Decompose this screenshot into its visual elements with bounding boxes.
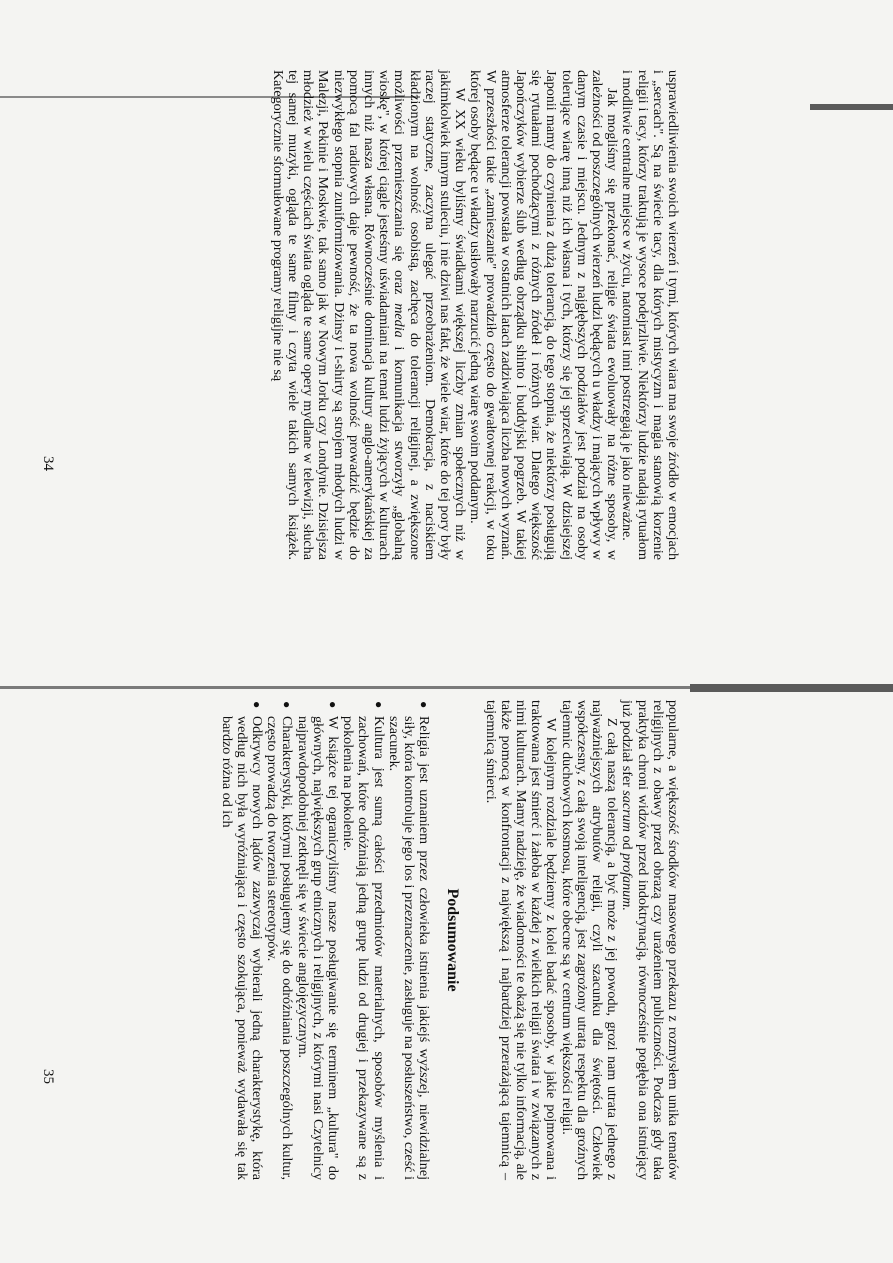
summary-list xyxy=(218,700,431,1180)
paragraph xyxy=(270,70,468,560)
list-item-text: Charakterystyki, którymi posługujemy się do odróżniania poszczególnych kultur, często prowadzą do tworzenia stereotypów. xyxy=(264,716,296,1180)
list-item xyxy=(340,700,386,1180)
bullet-icon: ● xyxy=(249,701,264,709)
paragraph: usprawiedliwienia swoich wierzeń i tymi, których wiara ma swoje źródło w emocjach i „sercach". Są na świecie tacy, dla których mistycyzm i magia stanowią korzenie religii i tacy, którzy traktują je wysoce podejrzliwie. Niektórzy ludzie nadają rytuałom i modlitwie centralne miejsce w życiu, natomiast inni postrzegają je jako nieważne. xyxy=(619,70,681,560)
list-item xyxy=(264,700,294,1180)
list-item xyxy=(386,700,432,1180)
paragraph: W kolejnym rozdziale będziemy z kolei badać sposoby, w jakie pojmowana i traktowana jest śmierć i żałoba w każdej z wielkich religii świata i w związanych z nimi kulturach. Mamy nadzieję, że wiadomości te okażą się nie tylko informacją, ale także pomocą w konfrontacji z największą i najbardziej przerażającą tajemnicą – tajemnicą śmierci. xyxy=(482,700,560,1180)
italic-term: sacrum xyxy=(619,790,636,832)
page-35 xyxy=(0,690,893,1263)
paragraph: Z całą naszą tolerancją, a być może z jej powodu, grozi nam utrata jednego z najważniejszych atrybutów religii, czyli szacunku dla świętości. Człowiek współczesny, z całą swoją inteligencją, jest zagrożony utratą respektu dla groźnych tajemnic duchowych kosmosu, które obecne są w centrum większości religii. xyxy=(558,700,621,1180)
list-item-text: Kultura jest sumą całości przedmiotów materialnych, sposobów myślenia i zachowań, które odróżniają jedną grupę ludzi od drugiej i przekazywane są z pokolenia na pokolenie. xyxy=(340,716,387,1180)
list-item xyxy=(294,700,340,1180)
page-35-text-block xyxy=(218,700,681,1180)
list-item xyxy=(218,700,264,1180)
list-item-text: W książce tej ograniczyliśmy nasze posługiwanie się terminem „kultura" do głównych, największych grup etnicznych i religijnych, z którymi nasi Czytelnicy najprawdopodobniej zetknęli się w świecie anglojęzycznym. xyxy=(294,716,341,1180)
list-item-text: Religia jest uznaniem przez człowieka istnienia jakiejś wyższej, niewidzialnej siły, która kontroluje jego los i przeznaczenie, zasługuje na posłuszeństwo, cześć i szacunek. xyxy=(385,716,433,1180)
bullet-icon: ● xyxy=(280,701,295,709)
paragraph: Jak mogliśmy się przekonać, religie świata ewoluowały na różne sposoby, w zależności od poszczególnych wierzeń ludzi będących u władzy i mających wpływy w danym czasie i miejscu. Jednym z najgłębszych podziałów jest podział na osoby tolerujące wiarę inną niż ich własna i tych, którzy się jej sprzeciwiają. W dzisiejszej Japonii mamy do czynienia z dużą tolerancją, do tego stopnia, że niektórzy posługują się rytuałami pochodzącymi z różnych źródeł i różnych wiar. Dlatego większość Japończyków wybierze ślub według obrządku shinto i buddyjski pogrzeb. W takiej atmosferze tolerancji powstała w ostatnich latach zadziwiająca liczba nowych wyznań. W przeszłości takie „zamieszanie" prowadziło często do gwałtownej reakcji, w toku której osoby będące u władzy usiłowały narzucić jedną wiarę swoim poddanym. xyxy=(467,70,621,560)
bullet-icon: ● xyxy=(417,701,432,709)
list-item-text: Odkrywcy nowych lądów zazwyczaj wybierali jedną charakterystykę, która według nich była wyróżniająca i często szokująca, ponieważ wydawała się tak bardzo różna od ich xyxy=(218,716,265,1180)
italic-term: media xyxy=(391,303,408,338)
page-number: 35 xyxy=(40,1069,56,1084)
paragraph-text: W XX wieku byliśmy świadkami większej liczby zmian społecznych niż w jakimkolwiek innym stuleciu, i nie dziwi nas fakt, że wiele wiar, które do tej pory były raczej statyczne, zaczyna ulegać przeobrażeniom. Demokracja, z naciskiem kładzionym na wolność osobistą, zachęca do tolerancji religijnej, a zwiększone możliwości przemieszczania się oraz xyxy=(391,70,469,560)
section-heading: Podsumowanie xyxy=(444,888,462,992)
paragraph-text: od xyxy=(619,835,636,850)
page-34-body xyxy=(270,70,680,560)
page-number: 34 xyxy=(40,456,56,471)
paragraph-text: i komunikacja stworzyły „globalną wioskę", w której ciągle jesteśmy uświadamiani na temat ludzi żyjących w kulturach innych niż nasza własna. Równocześnie dominacja kultury anglo-amerykańskiej za pomocą fal radiowych daje pewność, że ta nowa wolność prowadzić będzie do niezwykłego stopnia zuniformizowania. Dżinsy i t-shirty są strojem młodych ludzi w Malezji, Pekinie i Moskwie, tak samo jak w Nowym Jorku czy Londynie. Dzisiejsza młodzież w wielu częściach świata ogląda te same opery mydlane w telewizji, słucha tej samej muzyki, ogląda te same filmy i czyta wiele takich samych książek. Kategorycznie sformułowane programy religijne nie są xyxy=(269,70,408,560)
page-34-text-block xyxy=(230,70,680,560)
bullet-icon: ● xyxy=(325,701,340,709)
italic-term: profanum. xyxy=(619,853,636,911)
paragraph-text: popularne, a większość środków masowego przekazu z rozmysłem unika tematów religijnych z obawy przed obrazą czy urażeniem publiczności. Podczas gdy taka praktyka chroni widzów przed indoktrynacją, równocześnie pogłębia ona istniejący już podział sfer xyxy=(619,700,681,1180)
bullet-icon: ● xyxy=(371,701,386,709)
paragraph xyxy=(619,700,680,1180)
page-35-body xyxy=(218,700,680,1180)
